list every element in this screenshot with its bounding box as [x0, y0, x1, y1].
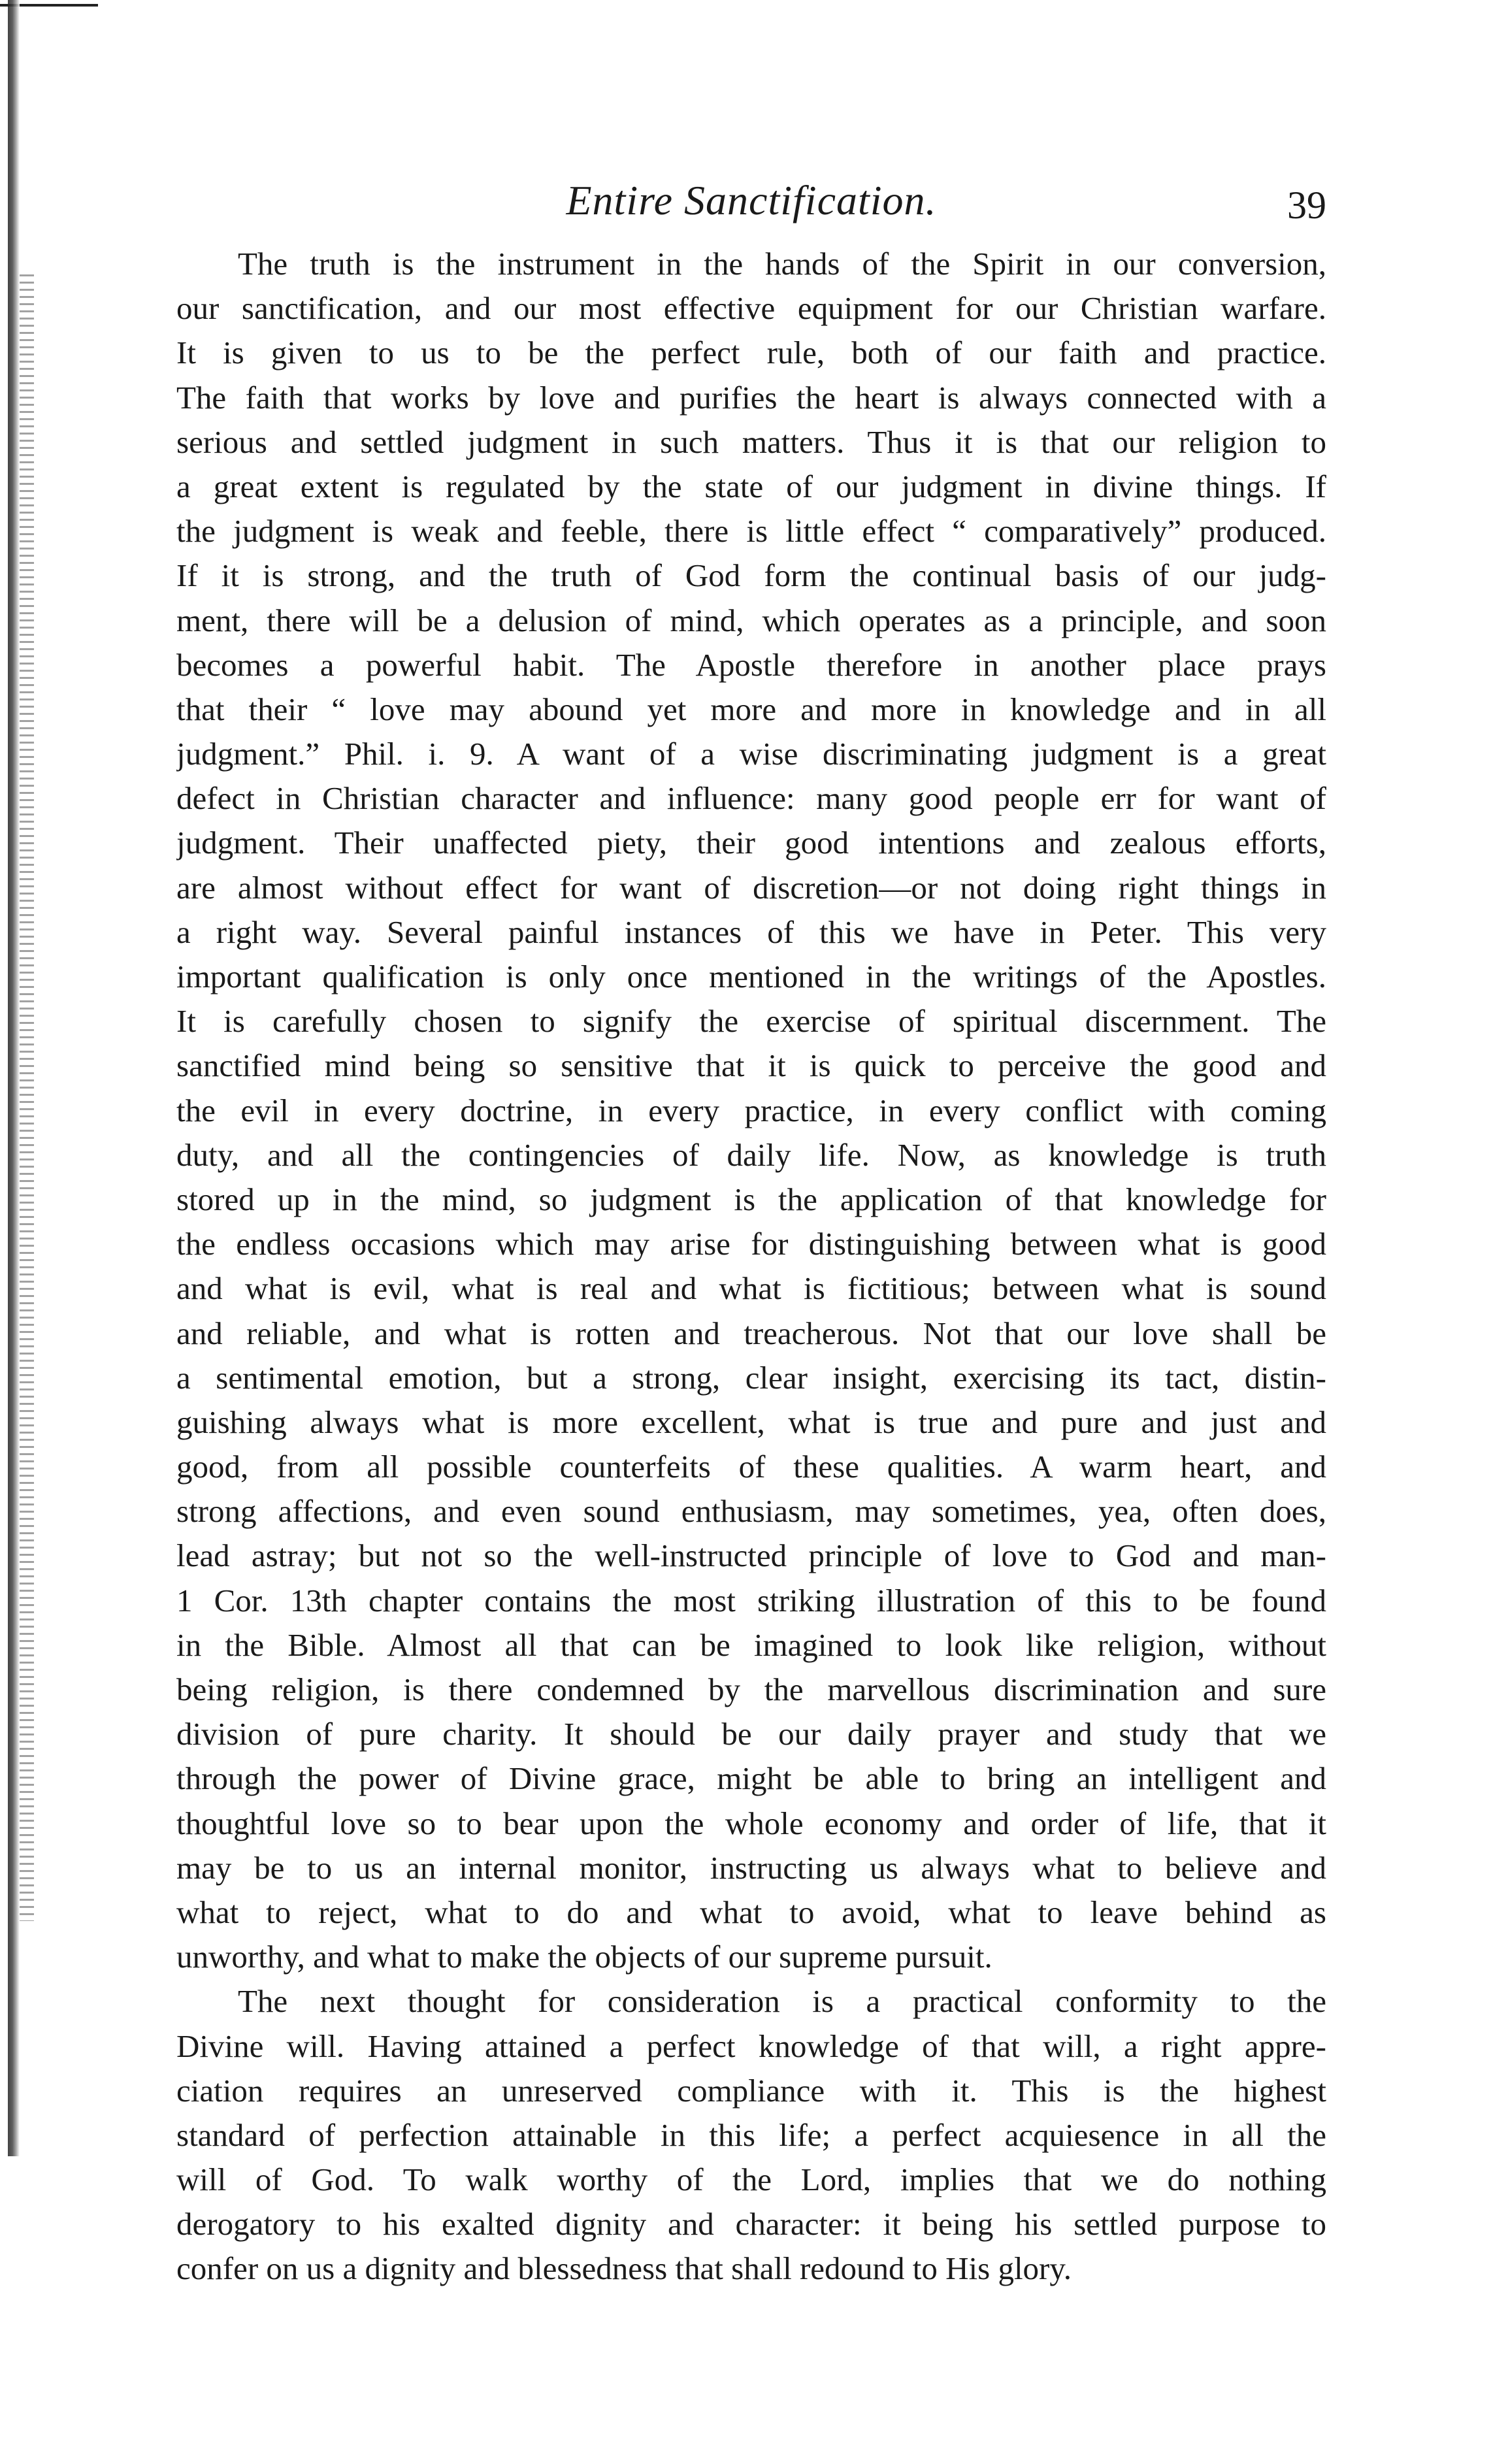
text-line: the evil in every doctrine, in every practice, in every conflict with coming [176, 1092, 1326, 1128]
text-line: Divine will. Having attained a perfect knowledge of that will, a right appre- [176, 2028, 1326, 2064]
text-line: judgment.” Phil. i. 9. A want of a wise discriminating judgment is a great [176, 736, 1326, 772]
text-line: judgment. Their unaffected piety, their good intentions and zealous efforts, [176, 825, 1326, 861]
body-text [176, 242, 1326, 2292]
text-line: unworthy, and what to make the objects of our supreme pursuit. [176, 1939, 992, 1975]
text-line: good, from all possible counterfeits of these qualities. A warm heart, and [176, 1449, 1326, 1485]
text-line: may be to us an internal monitor, instructing us always what to believe and [176, 1849, 1326, 1886]
page-number: 39 [1287, 184, 1326, 227]
text-line: confer on us a dignity and blessedness that shall redound to His glory. [176, 2250, 1072, 2287]
text-line: our sanctification, and our most effective equipment for our Christian warfare. [176, 290, 1326, 327]
running-head [176, 170, 1326, 242]
book-page [176, 170, 1326, 2292]
text-line: becomes a powerful habit. The Apostle therefore in another place prays [176, 646, 1326, 683]
text-line: ciation requires an unreserved compliance with it. This is the highest [176, 2072, 1326, 2109]
text-line: a sentimental emotion, but a strong, clear insight, exercising its tact, distin- [176, 1359, 1326, 1396]
text-line: the endless occasions which may arise for distinguishing between what is good [176, 1226, 1326, 1262]
text-line: derogatory to his exalted dignity and character: it being his settled purpose to [176, 2206, 1326, 2242]
text-line: guishing always what is more excellent, what is true and pure and just and [176, 1404, 1326, 1440]
text-line: important qualification is only once mentioned in the writings of the Apostles. [176, 959, 1326, 994]
text-line: serious and settled judgment in such matters. Thus it is that our religion to [176, 423, 1326, 460]
text-line: If it is strong, and the truth of God form the continual basis of our judg- [176, 557, 1326, 594]
text-line: stored up in the mind, so judgment is the application of that knowledge for [176, 1181, 1326, 1217]
text-line: and what is evil, what is real and what is fictitious; between what is sound [176, 1270, 1326, 1307]
text-line: will of God. To walk worthy of the Lord, implies that we do nothing [176, 2161, 1326, 2198]
text-line: The next thought for consideration is a practical conformity to the [238, 1983, 1326, 2020]
text-line: The faith that works by love and purifies the heart is always connected with a [176, 379, 1326, 416]
text-line: strong affections, and even sound enthusiasm, may sometimes, yea, often does, [176, 1493, 1326, 1530]
text-line: It is given to us to be the perfect rule, both of our faith and practice. [176, 335, 1326, 371]
paragraph [176, 242, 1326, 1979]
text-line: ment, there will be a delusion of mind, which operates as a principle, and soon [176, 602, 1326, 638]
text-line: standard of perfection attainable in this life; a perfect acquiesence in all the [176, 2116, 1326, 2153]
text-line: The truth is the instrument in the hands of the Spirit in our conversion, [238, 246, 1326, 282]
text-line: the judgment is weak and feeble, there is little effect “ comparatively” produced. [176, 513, 1326, 550]
text-line: 1 Cor. 13th chapter contains the most striking illustration of this to be found [176, 1582, 1326, 1618]
running-title: Entire Sanctification. [566, 177, 937, 223]
text-line: thoughtful love so to bear upon the whole economy and order of life, that it [176, 1805, 1326, 1841]
text-line: a great extent is regulated by the state of our judgment in divine things. If [176, 468, 1326, 504]
text-line: what to reject, what to do and what to avoid, what to leave behind as [176, 1894, 1326, 1930]
page-binding-edge [8, 0, 20, 2156]
text-line: defect in Christian character and influence: many good people err for want of [176, 780, 1326, 817]
paragraph [176, 1979, 1326, 2291]
text-line: in the Bible. Almost all that can be imagined to look like religion, without [176, 1626, 1326, 1663]
text-line: sanctified mind being so sensitive that it is quick to perceive the good and [176, 1047, 1326, 1084]
text-line: It is carefully chosen to signify the exercise of spiritual discernment. The [176, 1003, 1326, 1040]
text-line: being religion, is there condemned by the marvellous discrimination and sure [176, 1671, 1326, 1707]
text-line: duty, and all the contingencies of daily life. Now, as knowledge is truth [176, 1136, 1326, 1173]
text-line: that their “ love may abound yet more and more in knowledge and in all [176, 691, 1326, 727]
text-line: and reliable, and what is rotten and treacherous. Not that our love shall be [176, 1315, 1326, 1351]
text-line: are almost without effect for want of discretion—or not doing right things in [176, 869, 1326, 906]
text-line: division of pure charity. It should be our daily prayer and study that we [176, 1716, 1326, 1752]
text-line: through the power of Divine grace, might be able to bring an intelligent and [176, 1760, 1326, 1797]
text-line: lead astray; but not so the well-instructed principle of love to God and man- [176, 1537, 1326, 1574]
page-binding-stitching [20, 274, 34, 1921]
text-line: a right way. Several painful instances of this we have in Peter. This very [176, 913, 1326, 950]
